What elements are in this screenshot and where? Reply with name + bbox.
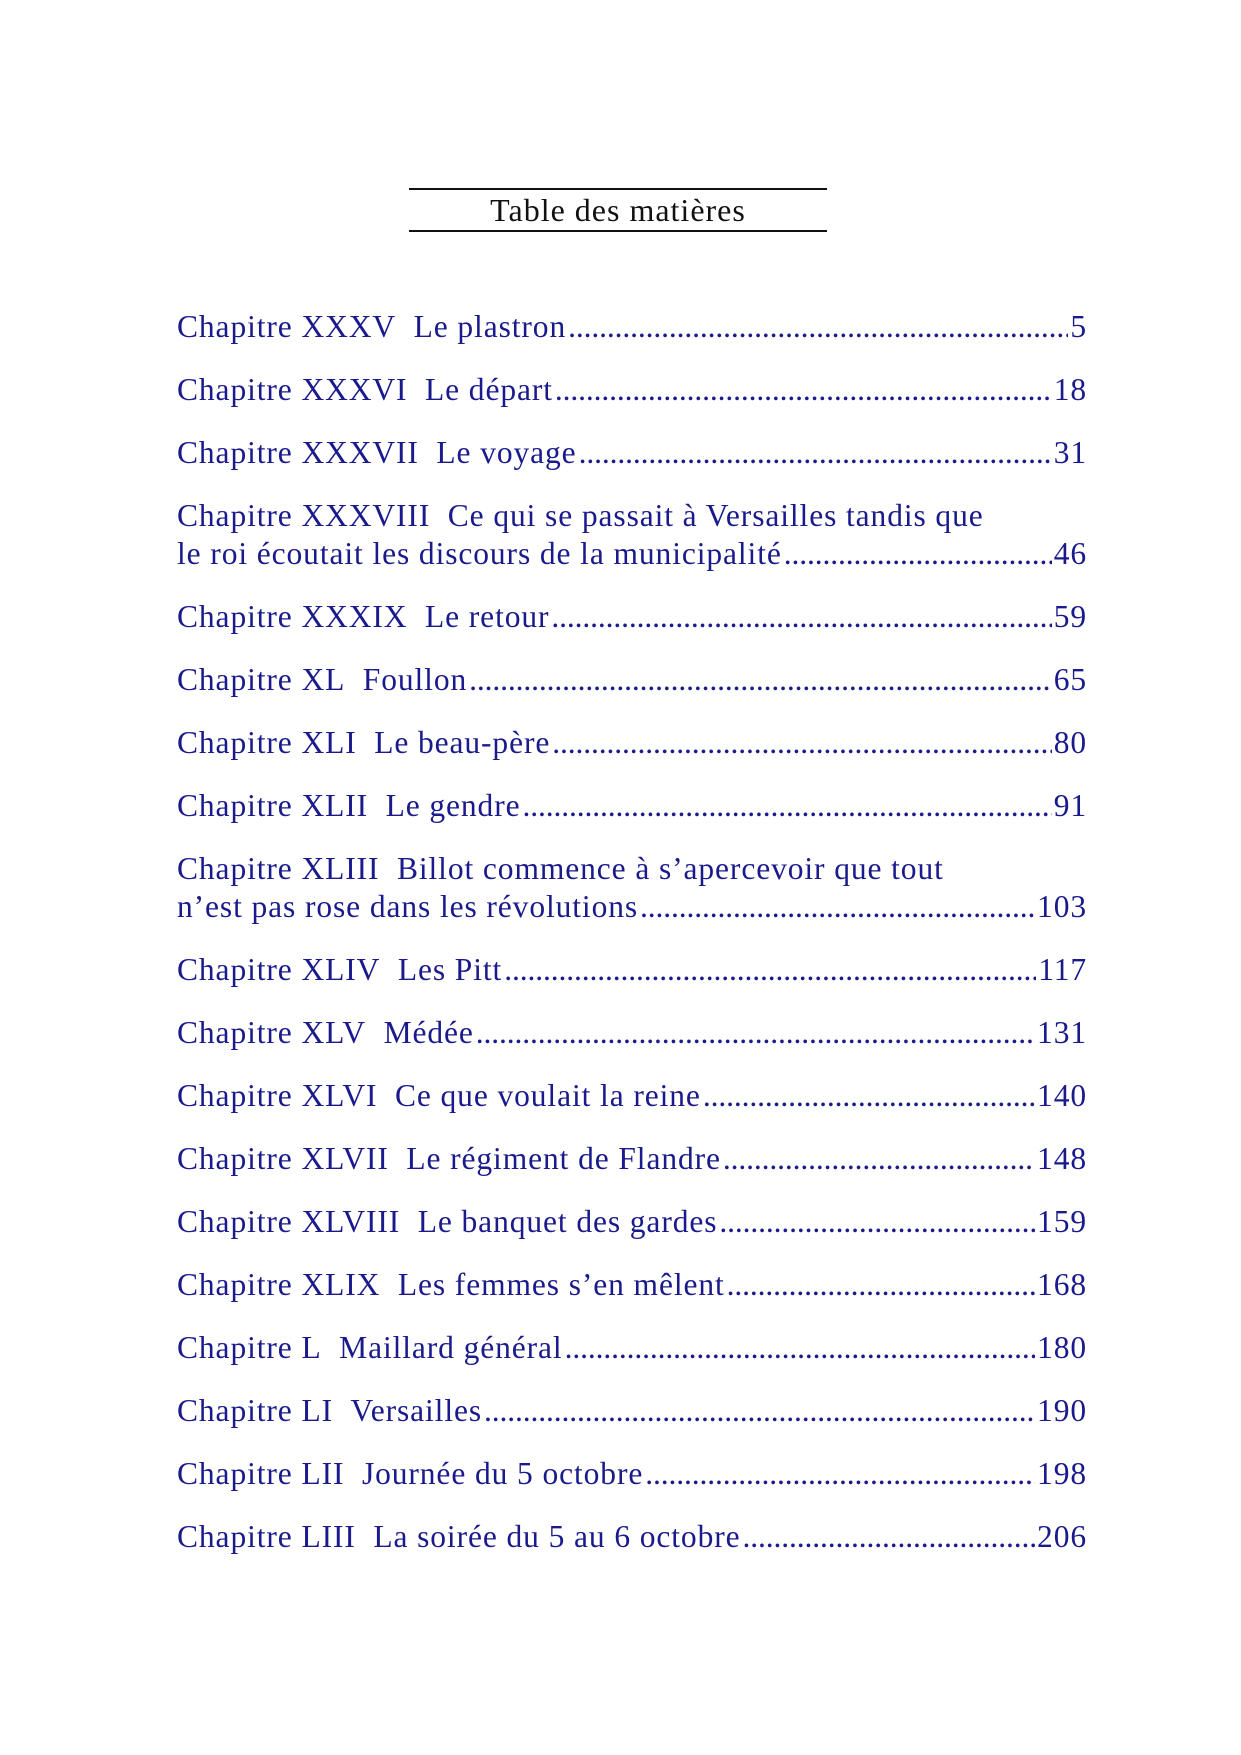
chapter-title: Les Pitt [397,952,503,987]
toc-entry-label [177,497,984,535]
page-number: 206 [1037,1519,1087,1554]
chapter-number: Chapitre XXXVI [177,372,408,407]
toc-entry-label [177,308,566,346]
toc-entry[interactable] [177,1077,1087,1115]
chapter-title: Maillard général [339,1330,563,1365]
dot-leader [719,1203,1035,1241]
chapter-number: Chapitre LIII [177,1519,356,1554]
page-number: 198 [1037,1456,1087,1491]
chapter-title: Ce qui se passait à Versailles tandis que [447,498,984,533]
chapter-title: Journée du 5 octobre [361,1456,644,1491]
dot-leader [555,371,1052,409]
page-number: 80 [1053,725,1087,760]
dot-leader [743,1518,1036,1556]
toc-entry[interactable] [177,434,1087,472]
page-number: 140 [1037,1078,1087,1113]
toc-entry[interactable] [177,1203,1087,1241]
chapter-title: Versailles [350,1393,483,1428]
chapter-number: Chapitre XLVI [177,1078,378,1113]
toc-entry[interactable] [177,951,1087,989]
chapter-title: Ce que voulait la reine [394,1078,701,1113]
chapter-number: Chapitre XLIV [177,952,381,987]
toc-entry-label [177,434,577,472]
chapter-title: Foullon [362,662,468,697]
chapter-title: Les femmes s’en mêlent [397,1267,725,1302]
chapter-title: Billot commence à s’apercevoir que tout [396,851,944,886]
dot-leader [579,434,1052,472]
chapter-title: Le banquet des gardes [417,1204,718,1239]
toc-entry-label [177,724,550,762]
page-number: 180 [1037,1330,1087,1365]
chapter-number: Chapitre XXXV [177,309,397,344]
toc-entry-label [177,1329,563,1367]
toc-entry[interactable] [177,1266,1087,1304]
toc-entry[interactable] [177,308,1087,346]
toc-entry-label [177,1392,482,1430]
toc-entry-label [177,598,549,636]
chapter-number: Chapitre XXXVIII [177,498,431,533]
toc-entry-label [177,1140,721,1178]
page-number: 59 [1053,599,1087,634]
page-number: 190 [1037,1393,1087,1428]
page-number: 159 [1037,1204,1087,1239]
toc-entry[interactable] [177,497,1087,573]
toc-entry[interactable] [177,661,1087,699]
page-number: 5 [1070,309,1087,344]
dot-leader [476,1014,1035,1052]
chapter-number: Chapitre XLI [177,725,357,760]
chapter-number: Chapitre XLVII [177,1141,389,1176]
page-number: 46 [1053,536,1087,571]
toc-entry-label [177,1518,741,1556]
chapter-number: Chapitre LI [177,1393,333,1428]
toc-entry[interactable] [177,787,1087,825]
page-number: 18 [1053,372,1087,407]
toc-entry-label [177,1455,643,1493]
chapter-title: Le départ [425,372,553,407]
chapter-title: Le régiment de Flandre [406,1141,721,1176]
toc-entry[interactable] [177,1140,1087,1178]
chapter-title: Le voyage [436,435,577,470]
dot-leader [723,1140,1035,1178]
toc-entry-label [177,850,944,888]
toc-heading: Table des matières [409,188,827,232]
toc-entry[interactable] [177,598,1087,636]
toc-list [177,308,1087,1581]
dot-leader [522,787,1051,825]
dot-leader [484,1392,1035,1430]
chapter-number: Chapitre LII [177,1456,345,1491]
chapter-number: Chapitre XLVIII [177,1204,401,1239]
toc-entry-label [177,1203,717,1241]
chapter-number: Chapitre XLIII [177,851,380,886]
chapter-title: La soirée du 5 au 6 octobre [373,1519,741,1554]
dot-leader [469,661,1052,699]
dot-leader [565,1329,1035,1367]
toc-entry[interactable] [177,371,1087,409]
dot-leader [552,724,1051,762]
toc-entry-label [177,1266,725,1304]
chapter-number: Chapitre L [177,1330,322,1365]
dot-leader [727,1266,1035,1304]
toc-entry-label [177,1077,701,1115]
page-number: 148 [1037,1141,1087,1176]
page-number: 31 [1053,435,1087,470]
chapter-number: Chapitre XXXIX [177,599,408,634]
page-number: 117 [1038,952,1087,987]
chapter-title: Le beau-père [374,725,551,760]
dot-leader [703,1077,1035,1115]
chapter-title: Le plastron [413,309,567,344]
toc-entry[interactable] [177,1518,1087,1556]
page-number: 91 [1053,788,1087,823]
toc-entry[interactable] [177,1014,1087,1052]
toc-entry-label [177,787,520,825]
toc-entry-label [177,371,553,409]
chapter-number: Chapitre XXXVII [177,435,419,470]
dot-leader [504,951,1036,989]
dot-leader [645,1455,1035,1493]
dot-leader [568,308,1068,346]
chapter-title-continued: n’est pas rose dans les révolutions [177,889,639,924]
chapter-number: Chapitre XLII [177,788,369,823]
chapter-title: Le retour [425,599,550,634]
chapter-title-continued: le roi écoutait les discours de la municipalité [177,536,782,571]
page-number: 168 [1037,1267,1087,1302]
dot-leader [551,598,1051,636]
toc-entry[interactable] [177,1455,1087,1493]
toc-entry[interactable] [177,1329,1087,1367]
toc-entry[interactable] [177,724,1087,762]
toc-entry-label [177,951,502,989]
toc-entry[interactable] [177,850,1087,926]
chapter-number: Chapitre XLV [177,1015,366,1050]
page-number: 65 [1053,662,1087,697]
dot-leader [640,888,1035,926]
chapter-title: Médée [383,1015,474,1050]
toc-entry-label [177,1014,474,1052]
dot-leader [784,535,1052,573]
toc-entry[interactable] [177,1392,1087,1430]
chapter-number: Chapitre XLIX [177,1267,381,1302]
page-number: 131 [1037,1015,1087,1050]
toc-entry-label [177,661,467,699]
chapter-number: Chapitre XL [177,662,346,697]
page-number: 103 [1037,889,1087,924]
chapter-title: Le gendre [385,788,521,823]
